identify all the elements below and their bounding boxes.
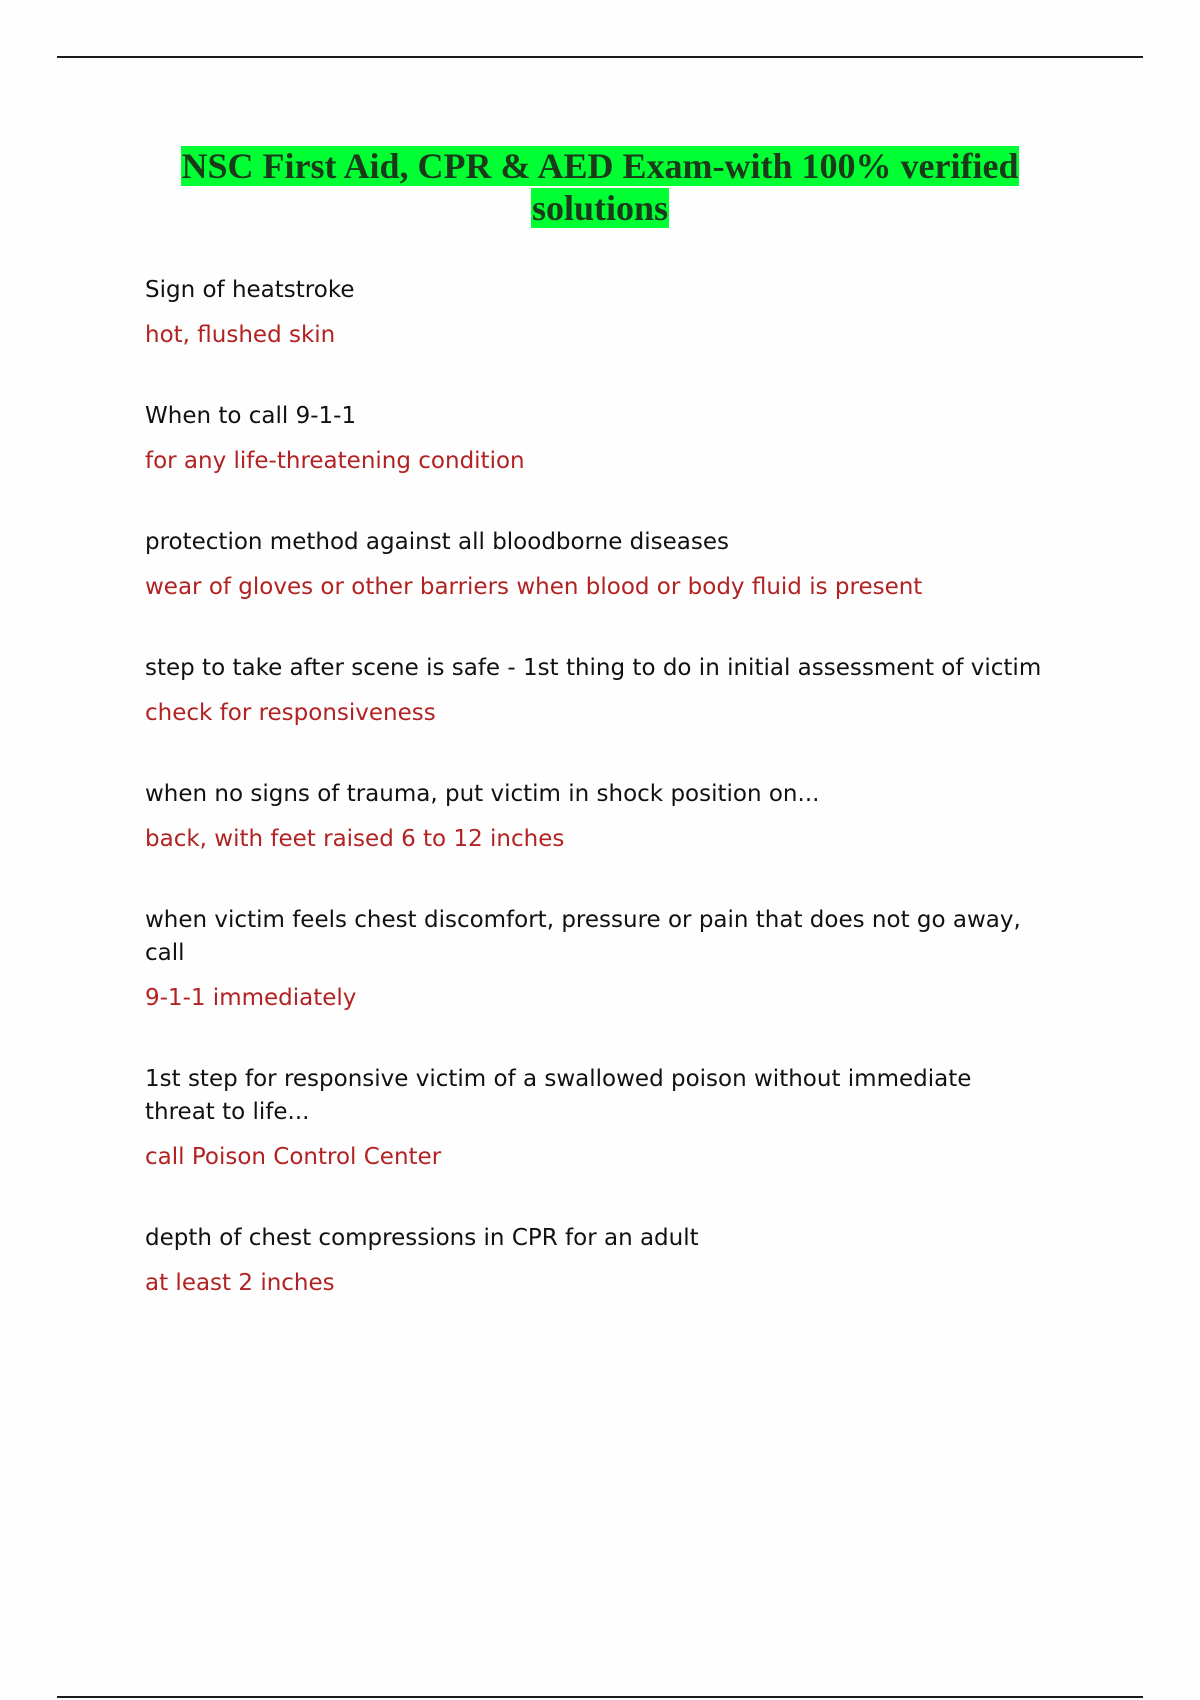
qa-item [145, 652, 1045, 730]
header-rule [57, 56, 1143, 58]
qa-list [145, 274, 1045, 1348]
question-text: depth of chest compressions in CPR for an adult [145, 1225, 699, 1251]
footer-rule [57, 1696, 1143, 1698]
document-title-text: NSC First Aid, CPR & AED Exam-with 100% verified solutions [181, 146, 1019, 228]
question-text: Sign of heatstroke [145, 277, 355, 303]
answer-text: check for responsiveness [145, 700, 436, 726]
document-title [120, 145, 1080, 229]
qa-item [145, 778, 1045, 856]
answer-text: wear of gloves or other barriers when blood or body fluid is present [145, 574, 923, 600]
answer-text: call Poison Control Center [145, 1144, 442, 1170]
answer-text: back, with feet raised 6 to 12 inches [145, 826, 565, 852]
question-text: protection method against all bloodborne diseases [145, 529, 730, 555]
qa-item [145, 1063, 1045, 1174]
question-text: 1st step for responsive victim of a swallowed poison without immediate threat to life... [145, 1066, 972, 1125]
question-text: step to take after scene is safe - 1st thing to do in initial assessment of victim [145, 655, 1042, 681]
qa-item [145, 904, 1045, 1015]
answer-text: at least 2 inches [145, 1270, 335, 1296]
question-text: when no signs of trauma, put victim in shock position on... [145, 781, 820, 807]
qa-item [145, 1222, 1045, 1300]
qa-item [145, 400, 1045, 478]
answer-text: 9-1-1 immediately [145, 985, 357, 1011]
qa-item [145, 526, 1045, 604]
question-text: when victim feels chest discomfort, pressure or pain that does not go away, call [145, 907, 1021, 966]
qa-item [145, 274, 1045, 352]
answer-text: hot, flushed skin [145, 322, 336, 348]
answer-text: for any life-threatening condition [145, 448, 525, 474]
question-text: When to call 9-1-1 [145, 403, 357, 429]
